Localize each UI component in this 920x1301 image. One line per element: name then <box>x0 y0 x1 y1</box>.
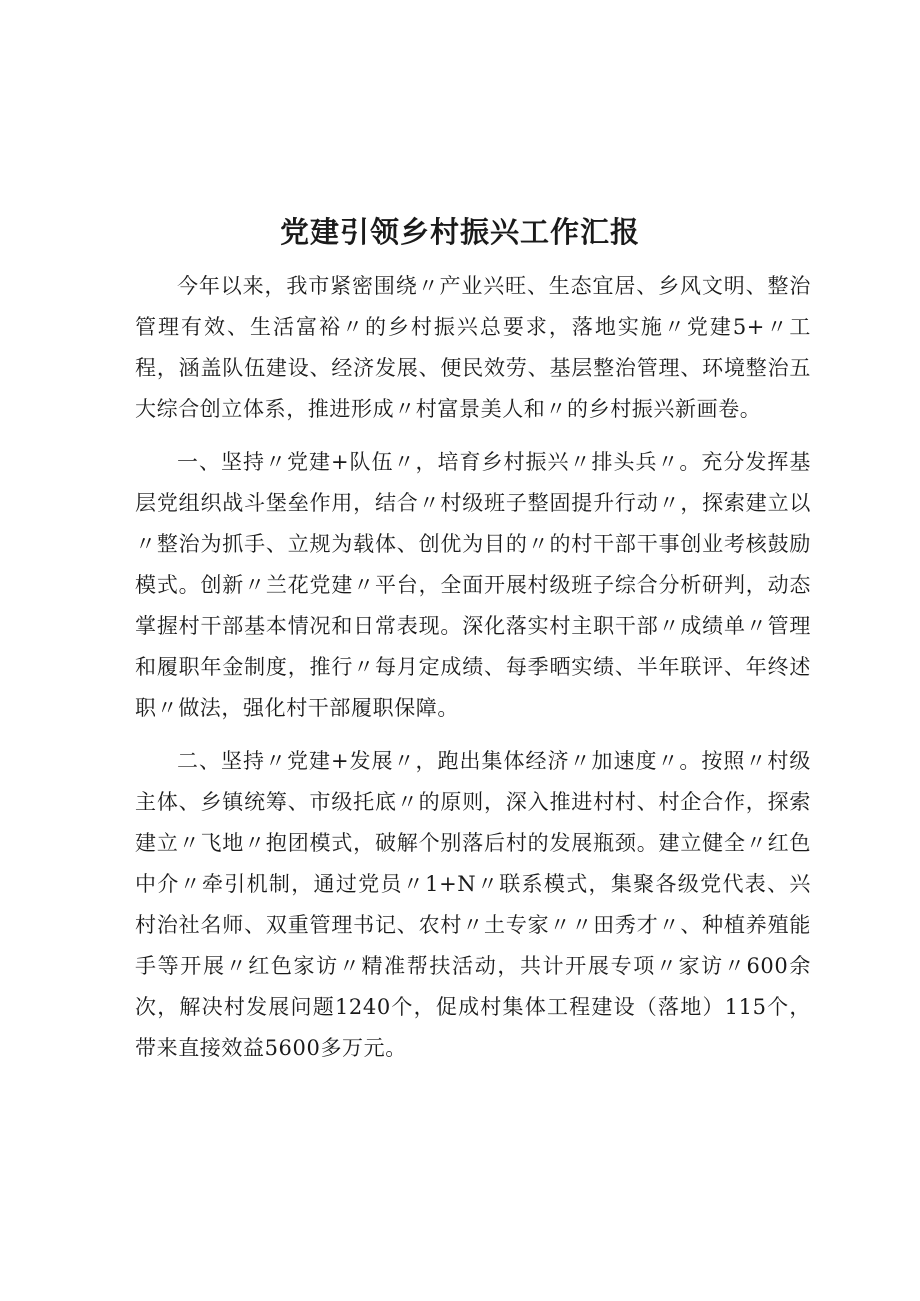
section-one-paragraph: 一、坚持〃党建+队伍〃，培育乡村振兴〃排头兵〃。充分发挥基层党组织战斗堡垒作用，结合〃村级班子整固提升行动〃，探索建立以〃整治为抓手、立规为载体、创优为目的〃的村干部干事创业考核鼓励模式。创新〃兰花党建〃平台，全面开展村级班子综合分析研判，动态掌握村干部基本情况和日常表现。深化落实村主职干部〃成绩单〃管理和履职年金制度，推行〃每月定成绩、每季晒实绩、半年联评、年终述职〃做法，强化村干部履职保障。 <box>135 450 811 720</box>
document-body <box>135 266 811 1081</box>
document-title: 党建引领乡村振兴工作汇报 <box>279 215 640 249</box>
section-two-paragraph: 二、坚持〃党建+发展〃，跑出集体经济〃加速度〃。按照〃村级主体、乡镇统筹、市级托底〃的原则，深入推进村村、村企合作，探索建立〃飞地〃抱团模式，破解个别落后村的发展瓶颈。建立健全〃红色中介〃牵引机制，通过党员〃1+N〃联系模式，集聚各级党代表、兴村治社名师、双重管理书记、农村〃土专家〃〃田秀才〃、种植养殖能手等开展〃红色家访〃精准帮扶活动，共计开展专项〃家访〃600余次，解决村发展问题1240个，促成村集体工程建设（落地）115个，带来直接效益5600多万元。 <box>135 749 811 1060</box>
intro-paragraph: 今年以来，我市紧密围绕〃产业兴旺、生态宜居、乡风文明、整治管理有效、生活富裕〃的乡村振兴总要求，落地实施〃党建5+〃工程，涵盖队伍建设、经济发展、便民效劳、基层整治管理、环境整治五大综合创立体系，推进形成〃村富景美人和〃的乡村振兴新画卷。 <box>135 274 811 421</box>
